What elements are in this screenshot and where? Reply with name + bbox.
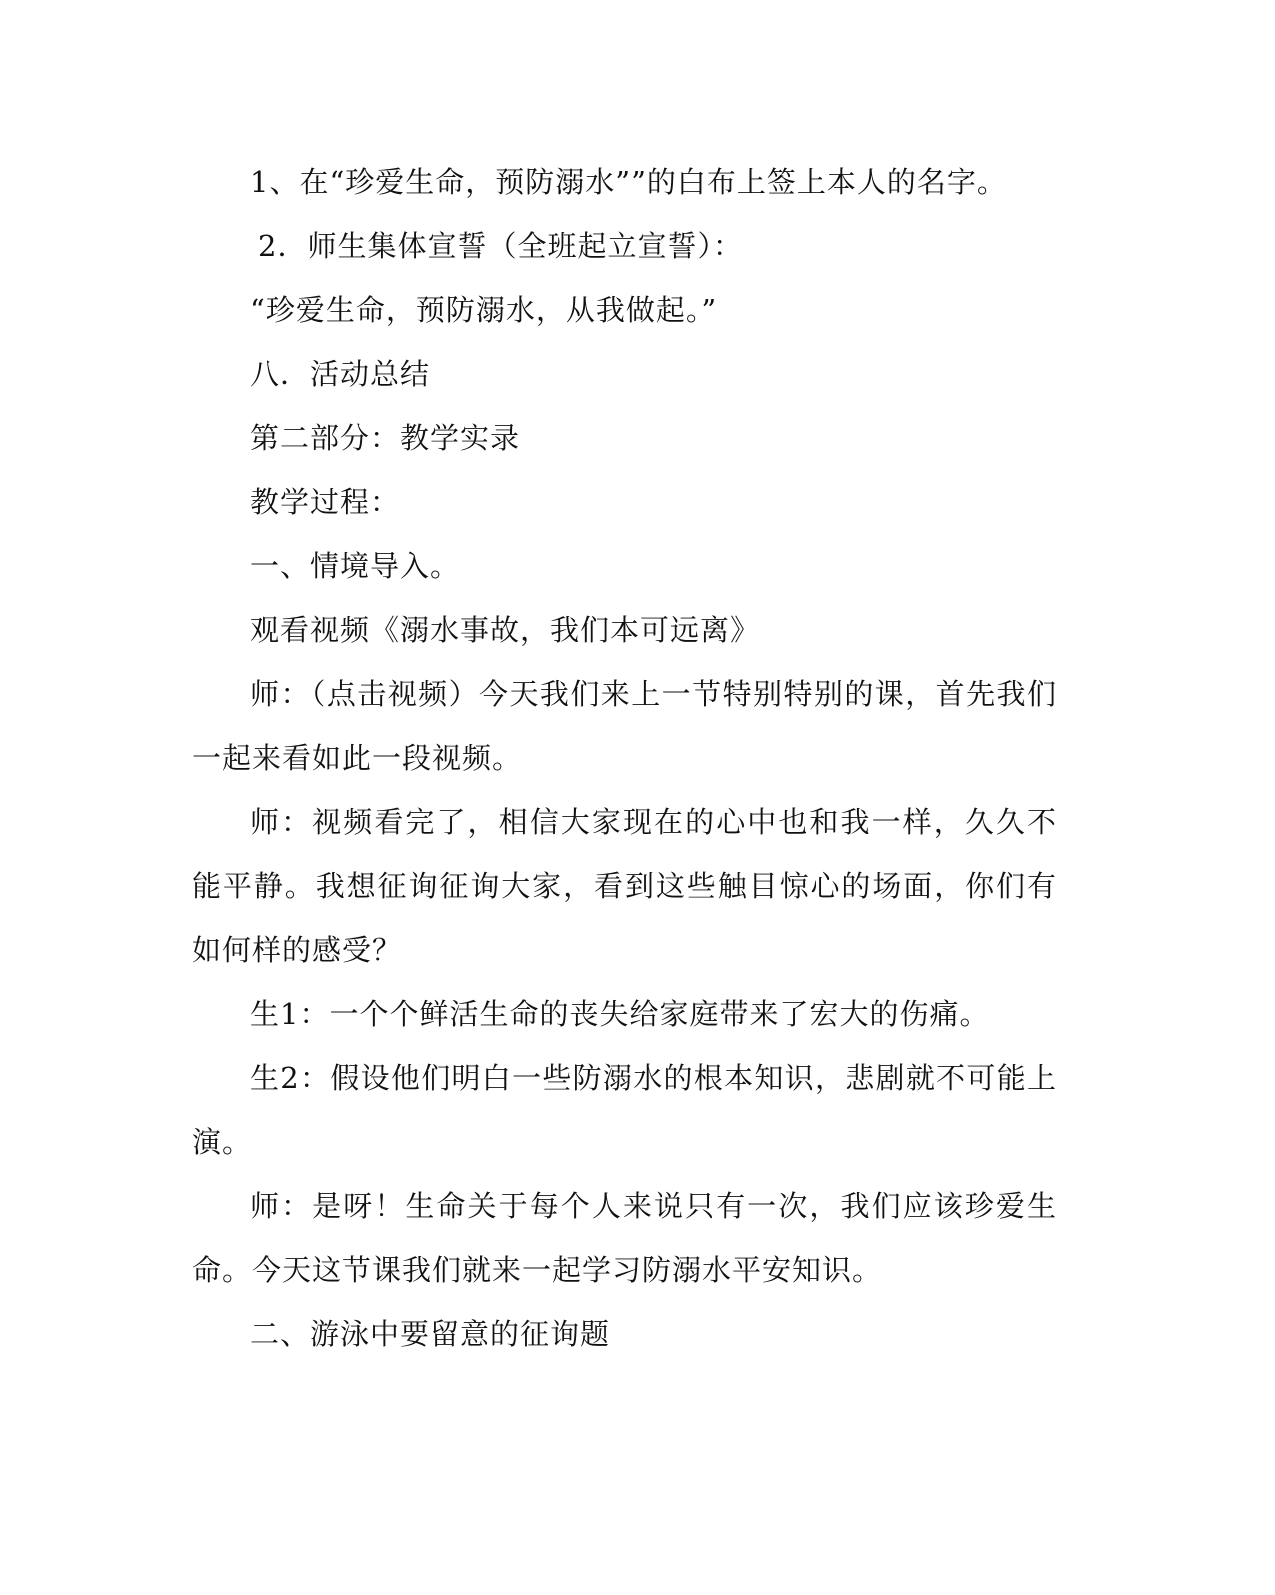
paragraph-student-2: 生2：假设他们明白一些防溺水的根本知识，悲剧就不可能上演。	[192, 1061, 1057, 1159]
section-heading-swimming: 二、游泳中要留意的征询题	[250, 1317, 611, 1351]
section-heading-part-two: 第二部分：教学实录	[250, 421, 521, 455]
section-heading-process: 教学过程：	[250, 485, 401, 519]
paragraph-teacher-1: 师：（点击视频）今天我们来上一节特别特别的课，首先我们一起来看如此一段视频。	[192, 677, 1057, 775]
paragraph-sign-name: 1、在“珍爱生命，预防溺水””的白布上签上本人的名字。	[250, 165, 1007, 199]
paragraph-oath-heading: 2．师生集体宣誓（全班起立宣誓）：	[258, 229, 743, 263]
section-heading-summary: 八．活动总结	[250, 357, 431, 391]
document-body	[192, 150, 1057, 1366]
paragraph-teacher-2: 师：视频看完了，相信大家现在的心中也和我一样，久久不能平静。我想征询征询大家，看到这些触目惊心的场面，你们有如何样的感受？	[192, 805, 1057, 967]
section-heading-intro: 一、情境导入。	[250, 549, 461, 583]
paragraph-teacher-3: 师：是呀！生命关于每个人来说只有一次，我们应该珍爱生命。今天这节课我们就来一起学习防溺水平安知识。	[192, 1189, 1057, 1287]
paragraph-watch-video: 观看视频《溺水事故，我们本可远离》	[250, 613, 761, 647]
paragraph-student-1: 生1：一个个鲜活生命的丧失给家庭带来了宏大的伤痛。	[250, 997, 990, 1031]
paragraph-oath-text: “珍爱生命，预防溺水，从我做起。”	[250, 293, 718, 327]
